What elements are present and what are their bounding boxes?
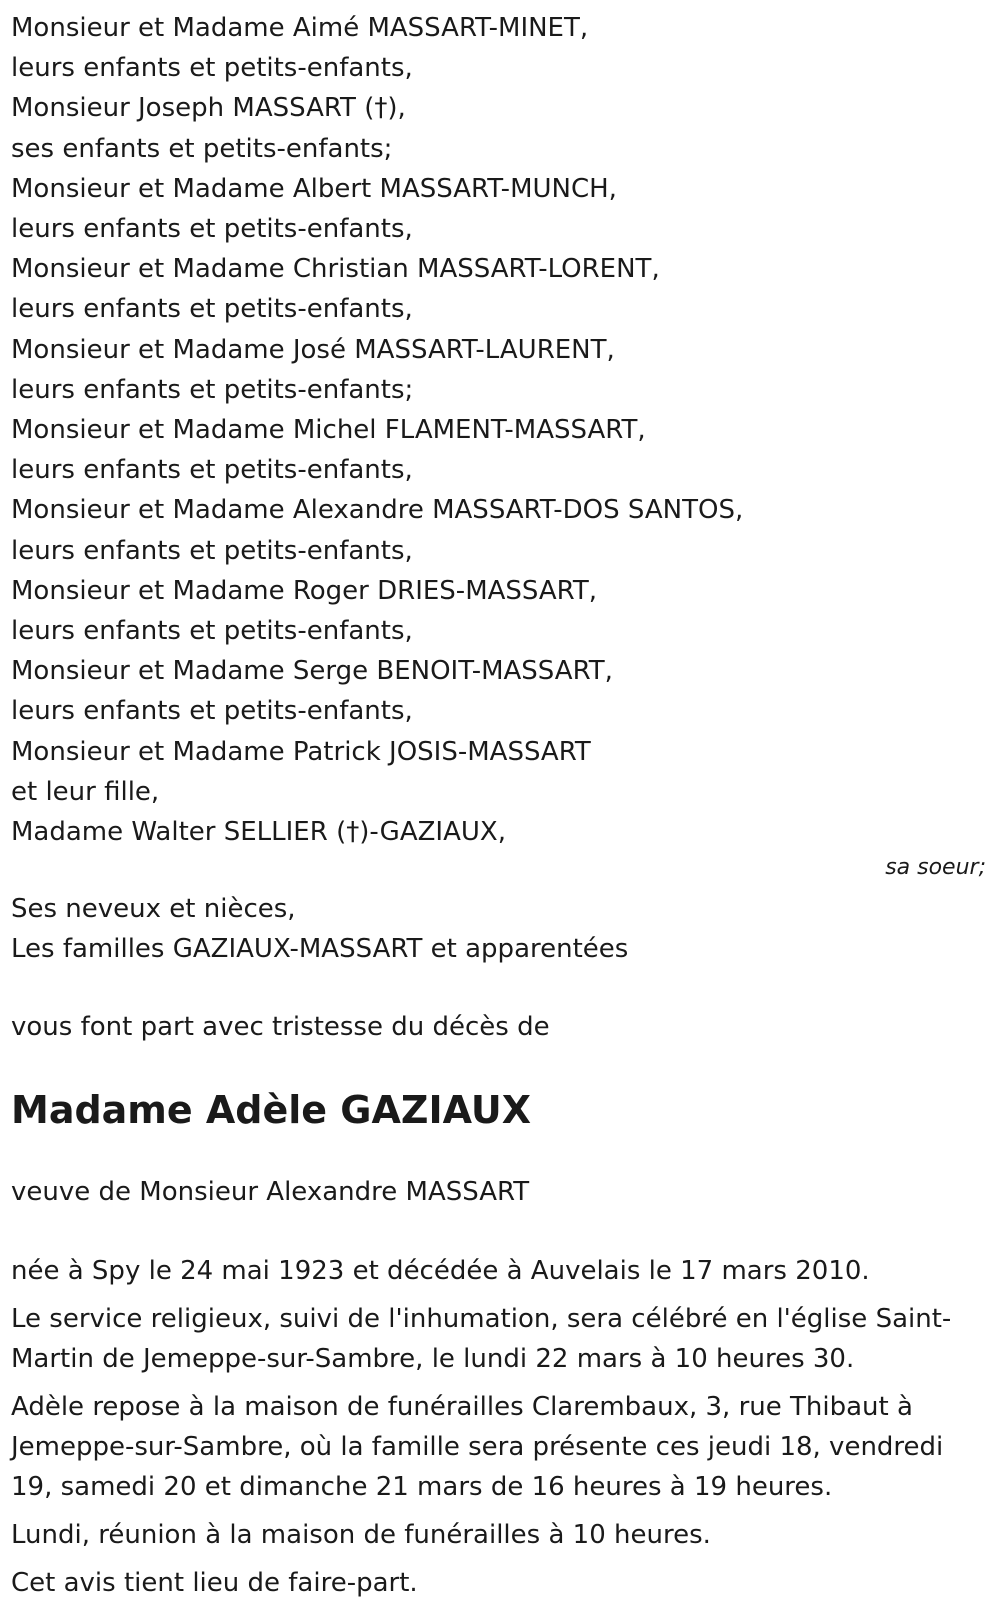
family-line: Monsieur et Madame Alexandre MASSART-DOS SANTOS, <box>11 495 744 526</box>
closing-note: Cet avis tient lieu de faire-part. <box>11 1568 418 1599</box>
announcement-intro: vous font part avec tristesse du décès de <box>11 1012 550 1043</box>
relatives-line: Les familles GAZIAUX-MASSART et apparentées <box>11 934 629 965</box>
family-line: leurs enfants et petits-enfants, <box>11 535 413 566</box>
family-line: Monsieur et Madame Aimé MASSART-MINET, <box>11 13 589 43</box>
family-line: leurs enfants et petits-enfants, <box>11 696 413 727</box>
family-list <box>11 8 986 852</box>
deceased-name: Madame Adèle GAZIAUX <box>11 1088 531 1133</box>
family-line: leurs enfants et petits-enfants, <box>11 294 413 325</box>
family-line: Monsieur et Madame José MASSART-LAURENT, <box>11 334 615 365</box>
details-section <box>11 1251 986 1603</box>
obituary-notice <box>11 8 986 1611</box>
family-line: leurs enfants et petits-enfants; <box>11 374 414 405</box>
widow-of: veuve de Monsieur Alexandre MASSART <box>11 1177 530 1208</box>
family-line: Monsieur Joseph MASSART (†), <box>11 93 406 124</box>
relation-note: sa soeur; <box>885 855 986 881</box>
family-line: Madame Walter SELLIER (†)-GAZIAUX, <box>11 817 506 848</box>
family-line: leurs enfants et petits-enfants, <box>11 616 413 647</box>
family-line: et leur fille, <box>11 776 160 807</box>
family-line: Monsieur et Madame Michel FLAMENT-MASSART, <box>11 415 646 446</box>
family-line: Monsieur et Madame Albert MASSART-MUNCH, <box>11 173 617 204</box>
family-line: ses enfants et petits-enfants; <box>11 133 393 164</box>
funeral-service-info: Le service religieux, suivi de l'inhumation, sera célébré en l'église Saint-Martin de Jemeppe-sur-Sambre, le lundi 22 mars à 10 heures 30. <box>11 1304 952 1375</box>
visitation-info: Adèle repose à la maison de funérailles Clarembaux, 3, rue Thibaut à Jemeppe-sur-Sambre, où la famille sera présente ces jeudi 18, vendredi 19, samedi 20 et dimanche 21 mars de 16 heures à 19 heures. <box>11 1392 944 1503</box>
birth-death-dates: née à Spy le 24 mai 1923 et décédée à Auvelais le 17 mars 2010. <box>11 1256 870 1287</box>
family-line: leurs enfants et petits-enfants, <box>11 455 413 486</box>
family-line: leurs enfants et petits-enfants, <box>11 214 413 245</box>
relatives-line: Ses neveux et nièces, <box>11 894 296 925</box>
family-line: Monsieur et Madame Roger DRIES-MASSART, <box>11 575 598 606</box>
relatives-list <box>11 889 986 969</box>
family-line: Monsieur et Madame Serge BENOIT-MASSART, <box>11 656 613 687</box>
family-line: leurs enfants et petits-enfants, <box>11 53 413 84</box>
family-line: Monsieur et Madame Christian MASSART-LORENT, <box>11 254 660 285</box>
monday-meeting-info: Lundi, réunion à la maison de funérailles à 10 heures. <box>11 1520 711 1551</box>
family-line: Monsieur et Madame Patrick JOSIS-MASSART <box>11 736 591 767</box>
